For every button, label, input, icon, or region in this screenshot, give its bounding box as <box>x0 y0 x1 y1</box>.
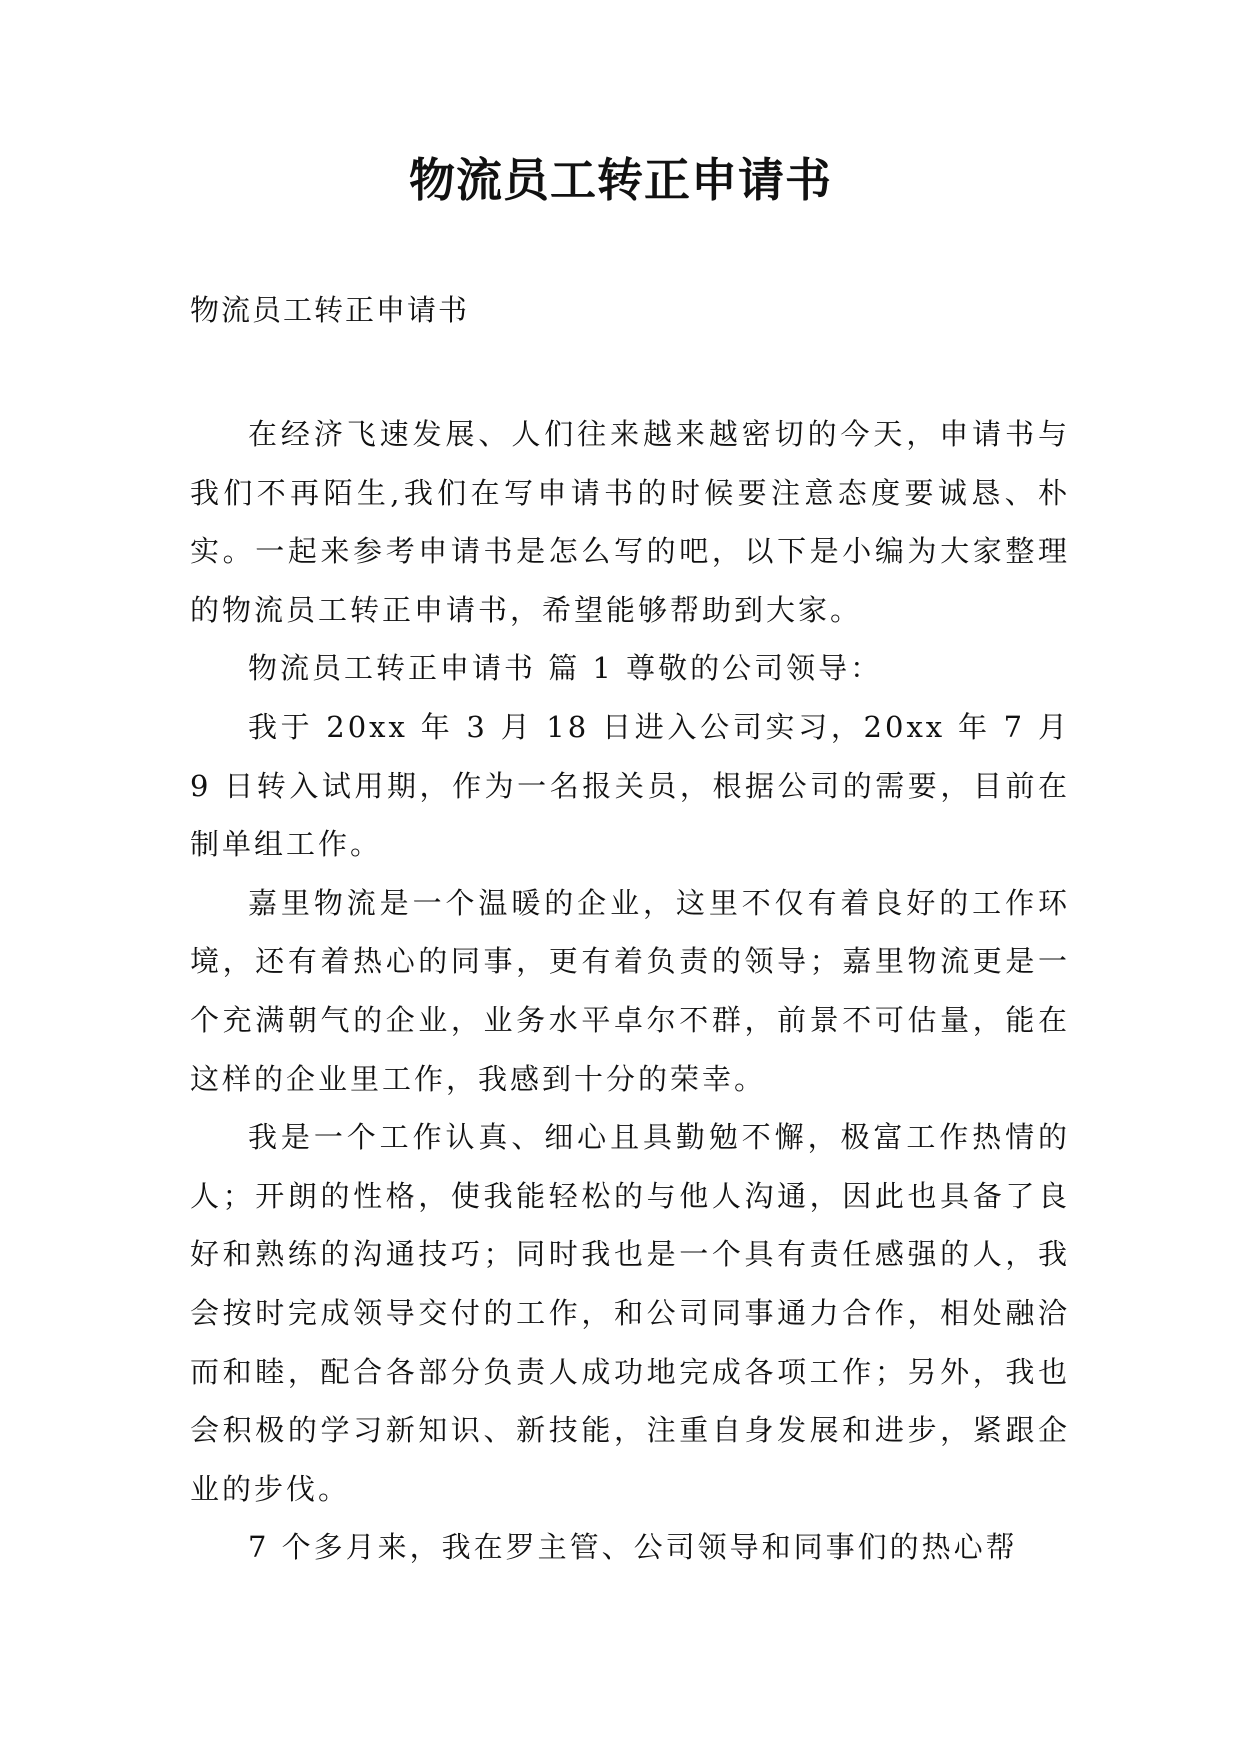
paragraph-progress: 7 个多月来，我在罗主管、公司领导和同事们的热心帮 <box>248 1530 1018 1565</box>
paragraph-intro: 在经济飞速发展、人们往来越来越密切的今天，申请书与我们不再陌生,我们在写申请书的时候要注意态度要诚恳、朴实。一起来参考申请书是怎么写的吧，以下是小编为大家整理的物流员工转正申请书，希望能够帮助到大家。 <box>190 417 1070 627</box>
paragraph-self-evaluation: 我是一个工作认真、细心且具勤勉不懈，极富工作热情的人；开朗的性格，使我能轻松的与他人沟通，因此也具备了良好和熟练的沟通技巧；同时我也是一个具有责任感强的人，我会按时完成领导交付的工作，和公司同事通力合作，相处融洽而和睦，配合各部分负责人成功地完成各项工作；另外，我也会积极的学习新知识、新技能，注重自身发展和进步，紧跟企业的步伐。 <box>190 1120 1070 1506</box>
paragraph-company: 嘉里物流是一个温暖的企业，这里不仅有着良好的工作环境，还有着热心的同事，更有着负责的领导；嘉里物流更是一个充满朝气的企业，业务水平卓尔不群，前景不可估量，能在这样的企业里工作，我感到十分的荣幸。 <box>190 885 1070 1096</box>
paragraph-employment: 我于 20xx 年 3 月 18 日进入公司实习，20xx 年 7 月 9 日转入试用期，作为一名报关员，根据公司的需要，目前在制单组工作。 <box>190 709 1070 862</box>
paragraph-salutation: 物流员工转正申请书 篇 1 尊敬的公司领导： <box>248 651 883 686</box>
document-body <box>190 405 1070 1577</box>
document-subtitle: 物流员工转正申请书 <box>190 293 470 327</box>
document-title: 物流员工转正申请书 <box>409 153 832 207</box>
